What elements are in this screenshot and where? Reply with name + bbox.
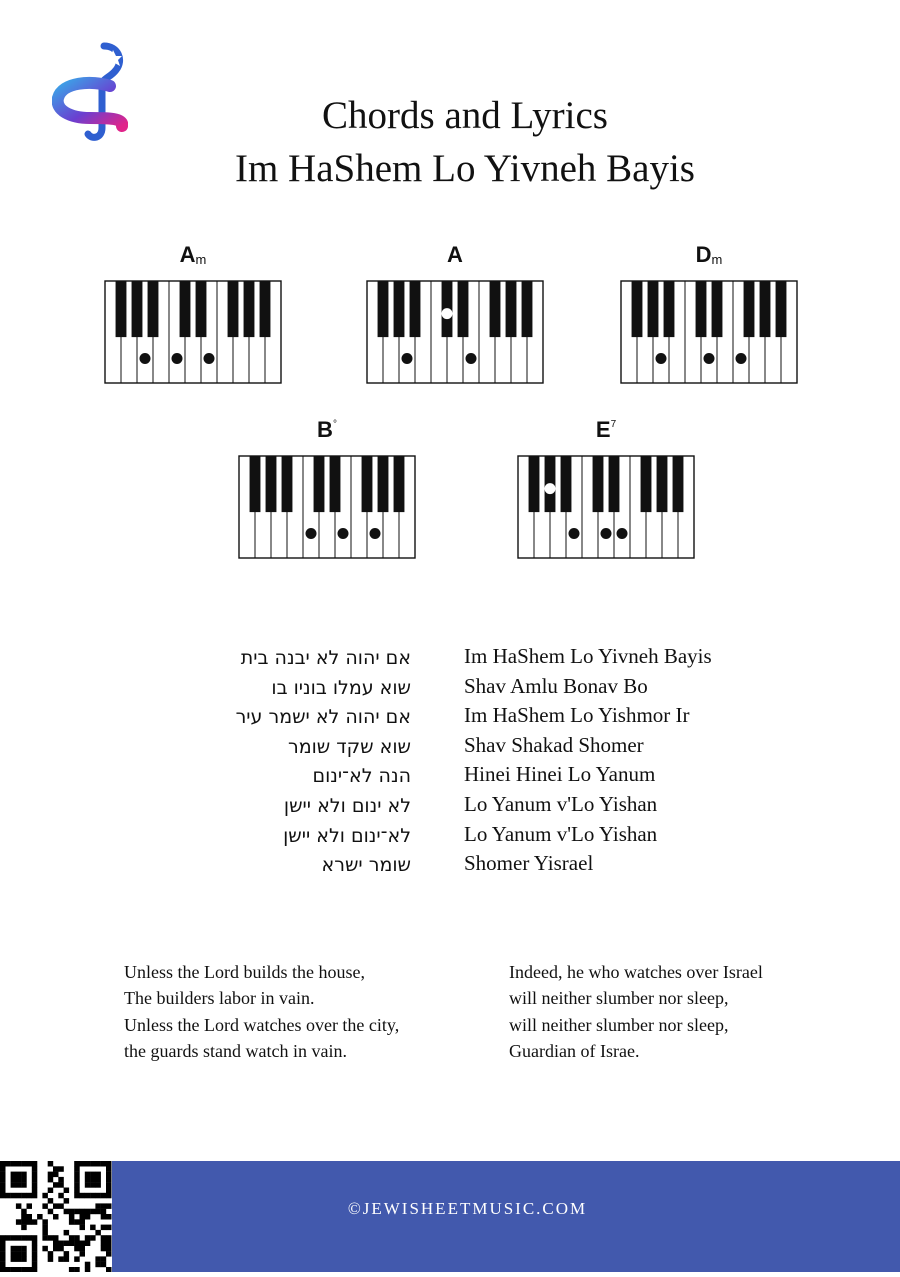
note-dot bbox=[569, 528, 580, 539]
black-key bbox=[561, 456, 572, 512]
keyboard-frame bbox=[518, 456, 694, 558]
lyric-line: שוא שקד שומר bbox=[288, 735, 411, 758]
translation-line: Unless the Lord watches over the city, bbox=[124, 1014, 400, 1035]
black-key bbox=[244, 281, 255, 337]
chord-diagram bbox=[366, 242, 544, 384]
logo bbox=[52, 42, 128, 144]
lyric-line: לא ינום ולא יישן bbox=[283, 794, 411, 817]
note-dot bbox=[466, 353, 477, 364]
keyboard-frame bbox=[239, 456, 415, 558]
translation-line: Unless the Lord builds the house, bbox=[124, 962, 365, 982]
translation-right bbox=[509, 959, 763, 1064]
chord-diagram bbox=[620, 242, 798, 384]
black-key bbox=[180, 281, 191, 337]
chord-name: Am bbox=[179, 242, 207, 267]
lyric-line: לא־ינום ולא יישן bbox=[283, 824, 411, 847]
black-key bbox=[712, 281, 723, 337]
keyboard-diagram bbox=[517, 455, 695, 559]
keyboard-frame bbox=[621, 281, 797, 383]
qr-code[interactable] bbox=[0, 1161, 112, 1272]
keyboard-diagram bbox=[366, 280, 544, 384]
treble-clef-logo-icon bbox=[52, 42, 128, 144]
black-key bbox=[196, 281, 207, 337]
chord-name: A bbox=[447, 242, 463, 267]
lyric-line: Im HaShem Lo Yivneh Bayis bbox=[464, 644, 712, 668]
black-key bbox=[378, 281, 389, 337]
note-dot bbox=[601, 528, 612, 539]
black-key bbox=[673, 456, 684, 512]
chord-diagram bbox=[238, 417, 416, 559]
black-key bbox=[657, 456, 668, 512]
transliterated-lyrics bbox=[464, 642, 712, 879]
black-key bbox=[760, 281, 771, 337]
website-link[interactable]: ©JEWISHEETMUSIC.COM bbox=[347, 1199, 588, 1218]
chord-diagram bbox=[104, 242, 282, 384]
black-key bbox=[648, 281, 659, 337]
lyric-line: אם יהוה לא יבנה בית bbox=[240, 647, 411, 669]
note-dot bbox=[617, 528, 628, 539]
translation-line: Indeed, he who watches over Israel bbox=[509, 962, 763, 982]
black-key bbox=[378, 456, 389, 512]
black-key bbox=[362, 456, 373, 512]
keyboard-diagram bbox=[238, 455, 416, 559]
note-dot bbox=[736, 353, 747, 364]
black-key bbox=[330, 456, 341, 512]
translation-line: Guardian of Israe. bbox=[509, 1040, 640, 1061]
black-key bbox=[132, 281, 143, 337]
translation-line: the guards stand watch in vain. bbox=[124, 1040, 347, 1061]
black-key bbox=[148, 281, 159, 337]
black-key bbox=[632, 281, 643, 337]
note-dot bbox=[704, 353, 715, 364]
keyboard-diagram bbox=[620, 280, 798, 384]
translation-line: The builders labor in vain. bbox=[124, 988, 315, 1009]
lyric-line: Shav Amlu Bonav Bo bbox=[464, 673, 648, 698]
keyboard-diagram bbox=[104, 280, 282, 384]
translation-left bbox=[124, 959, 399, 1064]
note-dot bbox=[370, 528, 381, 539]
black-key bbox=[490, 281, 501, 337]
black-key bbox=[250, 456, 261, 512]
black-key bbox=[609, 456, 620, 512]
keyboard-frame bbox=[367, 281, 543, 383]
black-key bbox=[529, 456, 540, 512]
note-dot bbox=[402, 353, 413, 364]
keyboard-frame bbox=[105, 281, 281, 383]
lyric-line: שוא עמלו בוניו בו bbox=[271, 676, 411, 699]
black-key bbox=[744, 281, 755, 337]
note-dot bbox=[545, 483, 556, 494]
black-key bbox=[282, 456, 293, 512]
note-dot bbox=[172, 353, 183, 364]
chord-diagram bbox=[517, 417, 695, 559]
black-key bbox=[260, 281, 271, 337]
black-key bbox=[394, 281, 405, 337]
black-key bbox=[506, 281, 517, 337]
black-key bbox=[228, 281, 239, 337]
note-dot bbox=[338, 528, 349, 539]
lyric-line: Lo Yanum v'Lo Yishan bbox=[464, 821, 658, 846]
black-key bbox=[410, 281, 421, 337]
chord-name: $E^7$ bbox=[595, 417, 617, 442]
black-key bbox=[696, 281, 707, 337]
lyric-line: שומר ישרא bbox=[321, 854, 411, 877]
lyric-line: הנה לא־ינום bbox=[312, 765, 411, 788]
note-dot bbox=[306, 528, 317, 539]
lyric-line: Hinei Hinei Lo Yanum bbox=[464, 762, 656, 787]
lyric-line: Shomer Yisrael bbox=[464, 851, 594, 876]
title-line-1: Chords and Lyrics bbox=[322, 94, 608, 137]
note-dot bbox=[656, 353, 667, 364]
lyric-line: אם יהוה לא ישמר עיר bbox=[235, 706, 411, 729]
black-key bbox=[394, 456, 405, 512]
translation-line: will neither slumber nor sleep, bbox=[509, 988, 729, 1009]
note-dot bbox=[140, 353, 151, 364]
black-key bbox=[458, 281, 469, 337]
lyric-line: Im HaShem Lo Yishmor Ir bbox=[464, 703, 690, 728]
lyric-line: Lo Yanum v'Lo Yishan bbox=[464, 791, 658, 816]
chord-name: Dm bbox=[695, 242, 723, 267]
black-key bbox=[522, 281, 533, 337]
qr-code-icon bbox=[0, 1161, 112, 1272]
note-dot bbox=[442, 308, 453, 319]
lyric-line: Shav Shakad Shomer bbox=[464, 732, 644, 757]
black-key bbox=[116, 281, 127, 337]
black-key bbox=[641, 456, 652, 512]
black-key bbox=[776, 281, 787, 337]
black-key bbox=[664, 281, 675, 337]
song-title: Im HaShem Lo Yivneh Bayis bbox=[234, 147, 695, 190]
hebrew-lyrics bbox=[236, 644, 411, 881]
note-dot bbox=[204, 353, 215, 364]
translation-line: will neither slumber nor sleep, bbox=[509, 1014, 729, 1035]
black-key bbox=[593, 456, 604, 512]
chord-name: B° bbox=[317, 417, 337, 442]
black-key bbox=[266, 456, 277, 512]
black-key bbox=[314, 456, 325, 512]
